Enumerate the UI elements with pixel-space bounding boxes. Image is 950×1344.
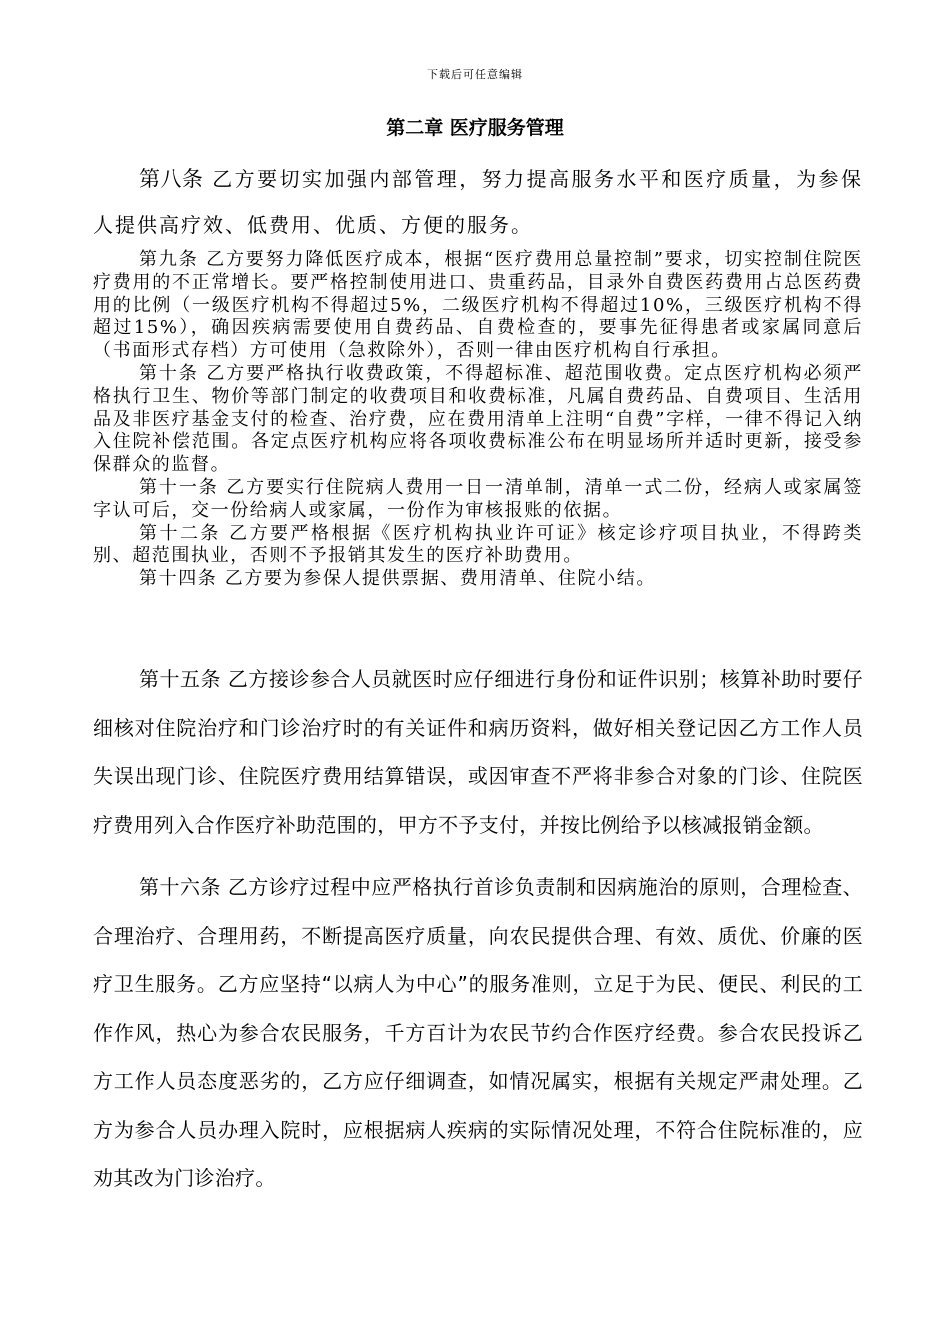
article-8-text: 乙方要切实加强内部管理，努力提高服务水平和医疗质量，为参保人提供高疗效、低费用、优质、方便的服务。: [93, 167, 864, 237]
article-11: 第十一条 乙方要实行住院病人费用一日一清单制，清单一式二份，经病人或家属签字认可后，交一份给病人或家属，一份作为审核报账的依据。: [93, 476, 863, 521]
page-header: 下载后可任意编辑: [427, 68, 523, 81]
articles-15-16: [93, 655, 863, 1203]
article-10: 第十条 乙方要严格执行收费政策，不得超标准、超范围收费。定点医疗机构必须严格执行卫生、物价等部门制定的收费项目和收费标准，凡属自费药品、自费项目、生活用品及非医疗基金支付的检查、治疗费，应在费用清单上注明“自费”字样，一律不得记入纳入住院补偿范围。各定点医疗机构应将各项收费标准公布在明显场所并适时更新，接受参保群众的监督。: [93, 362, 863, 476]
article-9: 第九条 乙方要努力降低医疗成本，根据“医疗费用总量控制”要求，切实控制住院医疗费用的不正常增长。要严格控制使用进口、贵重药品，目录外自费医药费用占总医药费用的比例（一级医疗机构不得超过5%，二级医疗机构不得超过10%，三级医疗机构不得超过15%），确因疾病需要使用自费药品、自费检查的，要事先征得患者或家属同意后（书面形式存档）方可使用（急救除外），否则一律由医疗机构自行承担。: [93, 249, 863, 362]
article-8-label: 第八条: [139, 167, 204, 191]
article-16: 第十六条 乙方诊疗过程中应严格执行首诊负责制和因病施治的原则，合理检查、合理治疗、合理用药，不断提高医疗质量，向农民提供合理、有效、质优、价廉的医疗卫生服务。乙方应坚持“以病人为中心”的服务准则，立足于为民、便民、利民的工作作风，热心为参合农民服务，千方百计为农民节约合作医疗经费。参合农民投诉乙方工作人员态度恶劣的，乙方应仔细调查，如情况属实，根据有关规定严肃处理。乙方为参合人员办理入院时，应根据病人疾病的实际情况处理，不符合住院标准的，应劝其改为门诊治疗。: [93, 875, 863, 1190]
chapter-title: 第二章 医疗服务管理: [386, 117, 564, 139]
article-15: 第十五条 乙方接诊参合人员就医时应仔细进行身份和证件识别；核算补助时要仔细核对住院治疗和门诊治疗时的有关证件和病历资料，做好相关登记因乙方工作人员失误出现门诊、住院医疗费用结算错误，或因审查不严将非参合对象的门诊、住院医疗费用列入合作医疗补助范围的，甲方不予支付，并按比例给予以核减报销金额。: [93, 667, 863, 837]
article-8: [93, 156, 863, 248]
articles-9-14: [93, 249, 863, 591]
article-14: 第十四条 乙方要为参保人提供票据、费用清单、住院小结。: [139, 568, 656, 590]
article-12: 第十二条 乙方要严格根据《医疗机构执业许可证》核定诊疗项目执业，不得跨类别、超范围执业，否则不予报销其发生的医疗补助费用。: [93, 522, 863, 567]
